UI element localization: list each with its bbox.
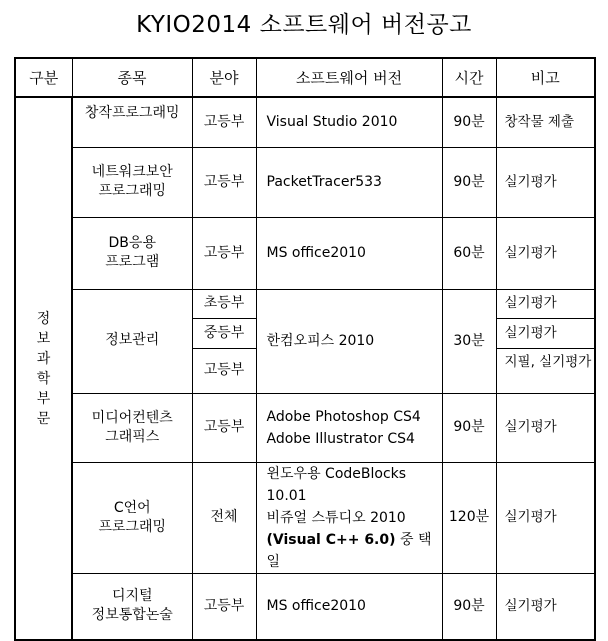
- event-line: C언어: [113, 499, 151, 516]
- field-cell: 고등부: [192, 97, 256, 147]
- note-cell: 실기평가: [496, 393, 595, 462]
- event-line: 프로그래밍: [98, 518, 167, 535]
- software-line: [267, 529, 442, 573]
- event-line: 프로그래밍: [98, 183, 167, 199]
- header-note: 비고: [496, 58, 595, 97]
- software-cell: 한컴오피스 2010: [256, 289, 442, 393]
- event-cell: [72, 147, 192, 217]
- event-cell: 정보관리: [72, 289, 192, 393]
- field-cell: 중등부: [192, 318, 256, 348]
- header-field: 분야: [192, 58, 256, 97]
- event-line: 정보통합논술: [91, 607, 173, 624]
- table-row: [15, 147, 595, 217]
- note-cell: 실기평가: [496, 318, 595, 348]
- note-cell: 실기평가: [496, 573, 595, 640]
- event-line: 프로그램: [105, 254, 160, 270]
- event-cell: 창작프로그래밍: [72, 97, 192, 147]
- table-row: [15, 97, 595, 147]
- field-cell: 고등부: [192, 393, 256, 462]
- category-label: 정보과학부문: [36, 310, 51, 427]
- table-header-row: [15, 58, 595, 97]
- software-cell: [256, 393, 442, 462]
- software-text: 중 택 일: [266, 531, 432, 570]
- field-cell: 고등부: [192, 217, 256, 289]
- time-cell: 60분: [442, 217, 496, 289]
- software-cell: Visual Studio 2010: [256, 97, 442, 147]
- field-cell: 초등부: [192, 289, 256, 318]
- time-cell: 90분: [442, 147, 496, 217]
- time-cell: 90분: [442, 97, 496, 147]
- header-event: 종목: [72, 58, 192, 97]
- note-cell: 창작물 제출: [496, 97, 595, 147]
- page-title: KYIO2014 소프트웨어 버전공고: [136, 12, 472, 38]
- software-line: 비쥬얼 스튜디오 2010: [266, 509, 406, 526]
- field-cell: 전체: [192, 462, 256, 573]
- field-cell: 고등부: [192, 348, 256, 393]
- event-cell: [72, 573, 192, 640]
- header-time: 시간: [442, 58, 496, 97]
- software-cell: MS office2010: [256, 217, 442, 289]
- software-line: 10.01: [266, 487, 307, 504]
- software-cell: PacketTracer533: [256, 147, 442, 217]
- header-category: 구분: [15, 58, 72, 97]
- table-row: [15, 393, 595, 462]
- event-line: DB응용: [108, 235, 156, 251]
- time-cell: 120분: [442, 462, 496, 573]
- field-cell: 고등부: [192, 147, 256, 217]
- event-line: 디지털: [111, 588, 153, 605]
- event-line: 그래픽스: [105, 428, 160, 445]
- event-cell: [72, 393, 192, 462]
- table-row: [15, 573, 595, 640]
- table-row: [15, 217, 595, 289]
- note-cell: 실기평가: [496, 217, 595, 289]
- table-row: [15, 462, 595, 573]
- software-version-table: [14, 57, 596, 641]
- event-line: 네트워크보안: [91, 164, 173, 180]
- event-cell: [72, 217, 192, 289]
- software-cell: [256, 462, 442, 573]
- time-cell: 90분: [442, 393, 496, 462]
- note-cell: 실기평가: [496, 147, 595, 217]
- field-cell: 고등부: [192, 573, 256, 640]
- software-line: Adobe Illustrator CS4: [266, 430, 415, 447]
- header-software: 소프트웨어 버전: [256, 58, 442, 97]
- category-cell: [15, 97, 72, 640]
- software-bold-text: (Visual C++ 6.0): [266, 531, 396, 548]
- software-cell: MS office2010: [256, 573, 442, 640]
- event-line: 미디어컨텐츠: [91, 409, 173, 426]
- software-line: 윈도우용 CodeBlocks: [266, 465, 407, 482]
- note-cell: 실기평가: [496, 462, 595, 573]
- note-cell: 실기평가: [496, 289, 595, 318]
- note-cell: 지필, 실기평가: [496, 348, 595, 393]
- table-row: [15, 289, 595, 318]
- time-cell: 30분: [442, 289, 496, 393]
- software-line: Adobe Photoshop CS4: [266, 408, 421, 425]
- event-cell: [72, 462, 192, 573]
- time-cell: 90분: [442, 573, 496, 640]
